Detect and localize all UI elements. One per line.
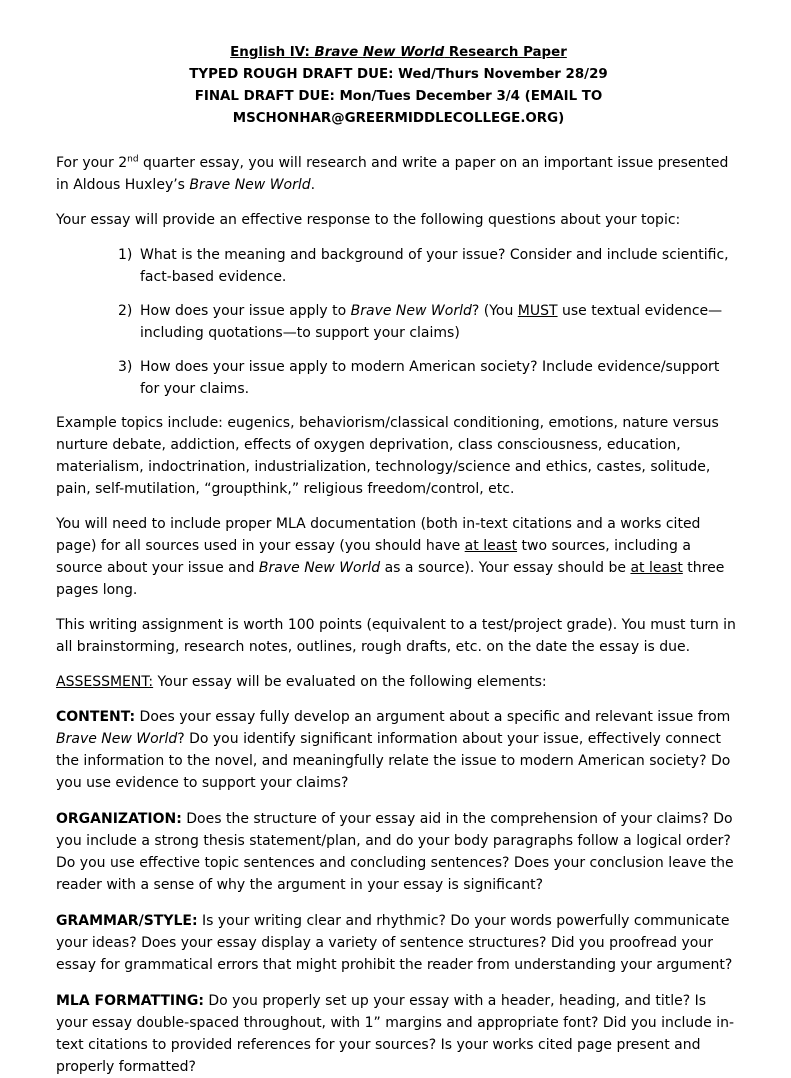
document-header — [56, 42, 741, 130]
question-item — [118, 300, 741, 344]
formatting-text: Do you properly set up your essay with a header, heading, and title? Is your essay double-spaced throughout, with 1” margins and appropriate font? Did you include in-text citations to provided references for your sources? Is your works cited page present and properly formatted? — [56, 993, 735, 1075]
question-number: 2) — [118, 303, 133, 319]
header-final-draft-due: FINAL DRAFT DUE: Mon/Tues December 3/4 (EMAIL TO MSCHONHAR@GREERMIDDLECOLLEGE.ORG) — [194, 89, 603, 126]
intro-text-3: . — [310, 177, 316, 193]
question-book-title: Brave New World — [350, 303, 472, 319]
intro-text-2: quarter essay, you will research and write a paper on an important issue presented in Aldous Huxley’s — [56, 155, 729, 193]
topics-paragraph: Example topics include: eugenics, behaviorism/classical conditioning, emotions, nature versus nurture debate, addiction, effects of oxygen deprivation, class consciousness, education, materialism, indoctrination, industrialization, technology/science and ethics, castes, solitude, pain, self-mutilation, “groupthink,” religious freedom/control, etc. — [56, 415, 719, 497]
header-course: English IV: — [230, 45, 315, 60]
question-number: 3) — [118, 359, 133, 375]
question-text: What is the meaning and background of your issue? Consider and include scientific, fact-based evidence. — [140, 247, 729, 285]
grammar-criterion — [56, 910, 741, 976]
question-text: use textual evidence—including quotations—to support your claims) — [140, 303, 723, 341]
question-number: 1) — [118, 247, 133, 263]
mla-emphasis: at least — [630, 560, 683, 576]
organization-criterion — [56, 808, 741, 896]
content-label: CONTENT: — [56, 709, 136, 725]
mla-text: You will need to include proper MLA documentation (both in-text citations and a works cited page) for all sources used in your essay (you should have — [56, 516, 701, 554]
header-line-1 — [56, 42, 741, 64]
intro-book-title: Brave New World — [189, 177, 311, 193]
content-criterion — [56, 706, 741, 794]
questions-intro: Your essay will provide an effective response to the following questions about your topic: — [56, 212, 681, 228]
grammar-label: GRAMMAR/STYLE: — [56, 913, 198, 929]
content-text: Does your essay fully develop an argument about a specific and relevant issue from — [135, 709, 731, 725]
mla-text: three pages long. — [56, 560, 725, 598]
intro-superscript: nd — [127, 154, 139, 165]
content-text: ? Do you identify significant information about your issue, effectively connect the information to the novel, and meaningfully relate the issue to modern American society? Do you use evidence to support your claims? — [56, 731, 731, 791]
intro-text-1: For your 2 — [56, 155, 128, 171]
question-emphasis: MUST — [517, 303, 558, 319]
assessment-label: ASSESSMENT: — [56, 674, 154, 690]
questions-list — [56, 244, 741, 400]
question-item — [118, 356, 741, 400]
organization-label: ORGANIZATION: — [56, 811, 182, 827]
assessment-paragraph — [56, 671, 741, 693]
formatting-criterion — [56, 990, 741, 1078]
organization-text: Does the structure of your essay aid in the comprehension of your claims? Do you include a strong thesis statement/plan, and do your body paragraphs follow a logical order? Do you use effective topic sentences and concluding sentences? Does your conclusion leave the reader with a sense of why the argument in your essay is significant? — [56, 811, 734, 893]
question-text: How does your issue apply to — [140, 303, 351, 319]
mla-text: as a source). Your essay should be — [380, 560, 631, 576]
intro-paragraph — [56, 152, 741, 196]
formatting-label: MLA FORMATTING: — [56, 993, 204, 1009]
mla-emphasis: at least — [464, 538, 518, 554]
header-assignment: Research Paper — [444, 45, 567, 60]
header-rough-draft-due: TYPED ROUGH DRAFT DUE: Wed/Thurs November 28/29 — [189, 67, 608, 82]
question-item — [118, 244, 741, 288]
assessment-text: Your essay will be evaluated on the following elements: — [153, 674, 547, 690]
mla-paragraph — [56, 513, 741, 601]
mla-book-title: Brave New World — [258, 560, 381, 576]
question-text: ? (You — [471, 303, 518, 319]
header-book-title: Brave New World — [314, 45, 445, 60]
content-book-title: Brave New World — [56, 731, 178, 747]
question-text: How does your issue apply to modern American society? Include evidence/support for your claims. — [140, 359, 720, 397]
grammar-text: Is your writing clear and rhythmic? Do your words powerfully communicate your ideas? Does your essay display a variety of sentence structures? Did you proofread your essay for grammatical errors that might prohibit the reader from understanding your argument? — [56, 913, 733, 973]
mla-text: two sources, including a source about your issue and — [56, 538, 691, 576]
worth-paragraph: This writing assignment is worth 100 points (equivalent to a test/project grade). You must turn in all brainstorming, research notes, outlines, rough drafts, etc. on the date the essay is due. — [56, 617, 736, 655]
